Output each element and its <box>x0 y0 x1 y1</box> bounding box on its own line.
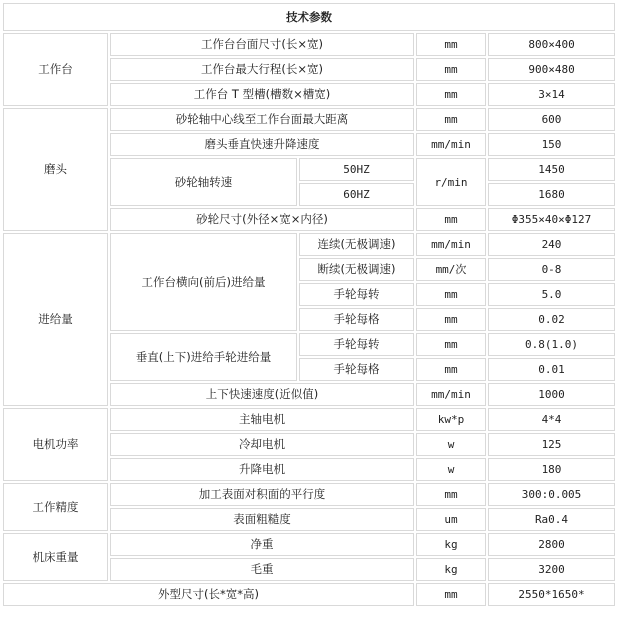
sub-param-cell: 连续(无极调速) <box>299 233 414 256</box>
param-cell: 工作台横向(前后)进给量 <box>110 233 297 331</box>
param-cell: 工作台最大行程(长×宽) <box>110 58 414 81</box>
value-cell: 1450 <box>488 158 615 181</box>
param-cell: 毛重 <box>110 558 414 581</box>
param-cell: 表面粗糙度 <box>110 508 414 531</box>
value-cell: 600 <box>488 108 615 131</box>
table-row <box>3 533 615 556</box>
value-cell: 0.01 <box>488 358 615 381</box>
table-row <box>3 108 615 131</box>
value-cell: 3×14 <box>488 83 615 106</box>
freq-cell: 50HZ <box>299 158 414 181</box>
unit-cell: mm <box>416 283 486 306</box>
unit-cell: mm <box>416 583 486 606</box>
unit-cell: mm <box>416 308 486 331</box>
sub-param-cell: 手轮每转 <box>299 333 414 356</box>
param-cell: 加工表面对积面的平行度 <box>110 483 414 506</box>
unit-cell: kg <box>416 558 486 581</box>
unit-cell: mm <box>416 58 486 81</box>
value-cell: 2800 <box>488 533 615 556</box>
category-weight: 机床重量 <box>3 533 108 581</box>
unit-cell: kg <box>416 533 486 556</box>
param-cell: 垂直(上下)进给手轮进给量 <box>110 333 297 381</box>
value-cell: 180 <box>488 458 615 481</box>
category-worktable: 工作台 <box>3 33 108 106</box>
table-row <box>3 33 615 56</box>
sub-param-cell: 断续(无极调速) <box>299 258 414 281</box>
spec-table <box>1 1 617 608</box>
unit-cell: mm/min <box>416 233 486 256</box>
param-cell: 主轴电机 <box>110 408 414 431</box>
value-cell: 5.0 <box>488 283 615 306</box>
unit-cell: r/min <box>416 158 486 206</box>
param-cell-dimensions: 外型尺寸(长*宽*高) <box>3 583 414 606</box>
unit-cell: mm <box>416 208 486 231</box>
value-cell: 1000 <box>488 383 615 406</box>
unit-cell: mm <box>416 83 486 106</box>
category-motor: 电机功率 <box>3 408 108 481</box>
title-row <box>3 3 615 31</box>
value-cell: Ra0.4 <box>488 508 615 531</box>
unit-cell: mm <box>416 358 486 381</box>
param-cell: 砂轮尺寸(外径×宽×内径) <box>110 208 414 231</box>
value-cell: 900×480 <box>488 58 615 81</box>
param-cell: 冷却电机 <box>110 433 414 456</box>
table-row <box>3 483 615 506</box>
value-cell: 240 <box>488 233 615 256</box>
value-cell: 125 <box>488 433 615 456</box>
sub-param-cell: 手轮每格 <box>299 358 414 381</box>
unit-cell: mm <box>416 333 486 356</box>
category-precision: 工作精度 <box>3 483 108 531</box>
value-cell: Φ355×40×Φ127 <box>488 208 615 231</box>
unit-cell: mm/次 <box>416 258 486 281</box>
category-grinding-head: 磨头 <box>3 108 108 231</box>
unit-cell: w <box>416 458 486 481</box>
value-cell: 150 <box>488 133 615 156</box>
unit-cell: um <box>416 508 486 531</box>
sub-param-cell: 手轮每转 <box>299 283 414 306</box>
value-cell: 800×400 <box>488 33 615 56</box>
unit-cell: mm <box>416 33 486 56</box>
table-title: 技术参数 <box>3 3 615 31</box>
value-cell: 2550*1650* <box>488 583 615 606</box>
param-cell: 砂轮轴中心线至工作台面最大距离 <box>110 108 414 131</box>
freq-cell: 60HZ <box>299 183 414 206</box>
table-row <box>3 233 615 256</box>
table-row <box>3 408 615 431</box>
value-cell: 0.8(1.0) <box>488 333 615 356</box>
value-cell: 3200 <box>488 558 615 581</box>
sub-param-cell: 手轮每格 <box>299 308 414 331</box>
unit-cell: mm/min <box>416 383 486 406</box>
unit-cell: mm <box>416 108 486 131</box>
param-cell: 上下快速速度(近似值) <box>110 383 414 406</box>
unit-cell: mm <box>416 483 486 506</box>
unit-cell: w <box>416 433 486 456</box>
value-cell: 4*4 <box>488 408 615 431</box>
param-cell: 工作台台面尺寸(长×宽) <box>110 33 414 56</box>
param-cell: 升降电机 <box>110 458 414 481</box>
param-cell: 磨头垂直快速升降速度 <box>110 133 414 156</box>
value-cell: 300:0.005 <box>488 483 615 506</box>
unit-cell: kw*p <box>416 408 486 431</box>
value-cell: 1680 <box>488 183 615 206</box>
category-feed: 进给量 <box>3 233 108 406</box>
table-row <box>3 583 615 606</box>
param-cell: 净重 <box>110 533 414 556</box>
value-cell: 0-8 <box>488 258 615 281</box>
unit-cell: mm/min <box>416 133 486 156</box>
value-cell: 0.02 <box>488 308 615 331</box>
param-cell: 砂轮轴转速 <box>110 158 297 206</box>
param-cell: 工作台 T 型槽(槽数×槽宽) <box>110 83 414 106</box>
